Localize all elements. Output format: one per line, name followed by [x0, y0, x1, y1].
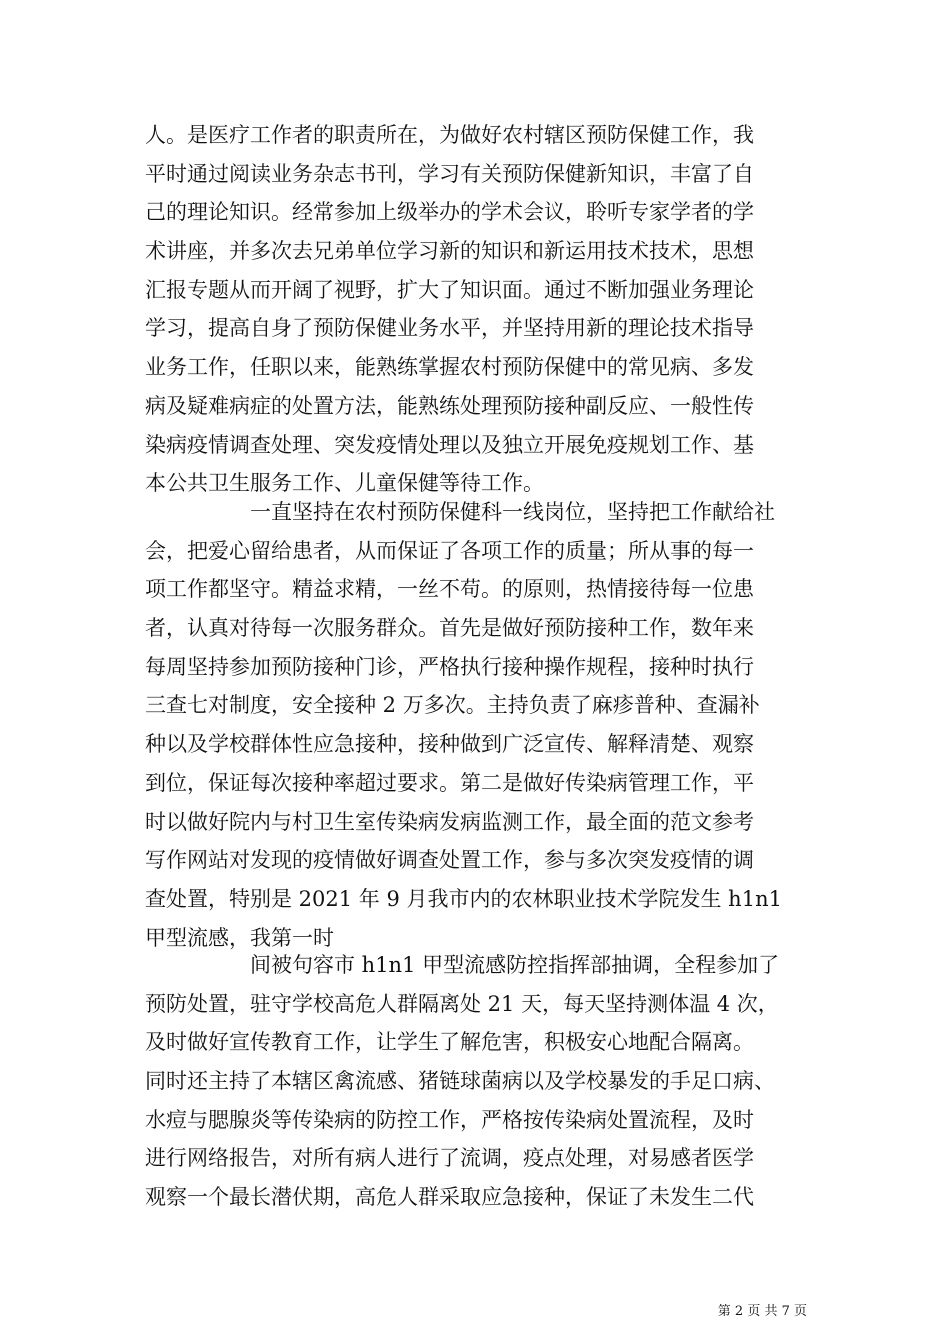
text-line: 每周坚持参加预防接种门诊，严格执行接种操作规程，接种时执行	[145, 654, 754, 679]
text-line: 染病疫情调查处理、突发疫情处理以及独立开展免疫规划工作、基	[145, 432, 754, 457]
page-number-footer: 第 2 页 共 7 页	[717, 1304, 807, 1319]
text-line: 平时通过阅读业务杂志书刊，学习有关预防保健新知识，丰富了自	[145, 161, 754, 186]
text-line: 查处置，特别是 2021 年 9 月我市内的农林职业技术学院发生 h1n1	[145, 886, 782, 911]
paragraph-2	[145, 493, 805, 957]
text-line: 预防处置，驻守学校高危人群隔离处 21 天，每天坚持测体温 4 次，	[145, 991, 779, 1016]
text-line: 一直坚持在农村预防保健科一线岗位，坚持把工作献给社	[250, 500, 775, 524]
text-line: 及时做好宣传教育工作，让学生了解危害，积极安心地配合隔离。	[145, 1030, 754, 1055]
text-line: 者，认真对待每一次服务群众。首先是做好预防接种工作，数年来	[145, 616, 754, 641]
text-line: 人。是医疗工作者的职责所在，为做好农村辖区预防保健工作，我	[145, 123, 754, 147]
text-line: 写作网站对发现的疫情做好调查处置工作，参与多次突发疫情的调	[145, 848, 754, 873]
text-line: 己的理论知识。经常参加上级举办的学术会议，聆听专家学者的学	[145, 200, 754, 225]
paragraph-1	[145, 116, 805, 503]
text-line: 病及疑难病症的处置方法，能熟练处理预防接种副反应、一般性传	[145, 393, 754, 418]
text-line: 进行网络报告，对所有病人进行了流调，疫点处理，对易感者医学	[145, 1146, 754, 1171]
text-line: 项工作都坚守。精益求精，一丝不苟。的原则，热情接待每一位患	[145, 577, 754, 602]
text-line: 观察一个最长潜伏期，高危人群采取应急接种，保证了未发生二代	[145, 1185, 754, 1210]
paragraph-3	[145, 946, 805, 1217]
text-line: 汇报专题从而开阔了视野，扩大了知识面。通过不断加强业务理论	[145, 277, 754, 302]
text-line: 甲型流感，我第一时	[145, 925, 334, 950]
text-line: 水痘与腮腺炎等传染病的防控工作，严格按传染病处置流程，及时	[145, 1107, 754, 1132]
text-line: 术讲座，并多次去兄弟单位学习新的知识和新运用技术技术，思想	[145, 239, 754, 264]
text-line: 三查七对制度，安全接种 2 万多次。主持负责了麻疹普种、查漏补	[145, 693, 760, 718]
text-line: 学习，提高自身了预防保健业务水平，并坚持用新的理论技术指导	[145, 316, 754, 341]
text-line: 种以及学校群体性应急接种，接种做到广泛宣传、解释清楚、观察	[145, 732, 754, 757]
text-line: 本公共卫生服务工作、儿童保健等待工作。	[145, 471, 544, 496]
text-line: 时以做好院内与村卫生室传染病发病监测工作，最全面的范文参考	[145, 809, 754, 834]
text-line: 到位，保证每次接种率超过要求。第二是做好传染病管理工作，平	[145, 770, 754, 795]
text-line: 会，把爱心留给患者，从而保证了各项工作的质量；所从事的每一	[145, 538, 754, 563]
text-line: 同时还主持了本辖区禽流感、猪链球菌病以及学校暴发的手足口病、	[145, 1069, 775, 1094]
text-line: 业务工作，任职以来，能熟练掌握农村预防保健中的常见病、多发	[145, 355, 754, 380]
text-line: 间被句容市 h1n1 甲型流感防控指挥部抽调，全程参加了	[250, 953, 780, 977]
